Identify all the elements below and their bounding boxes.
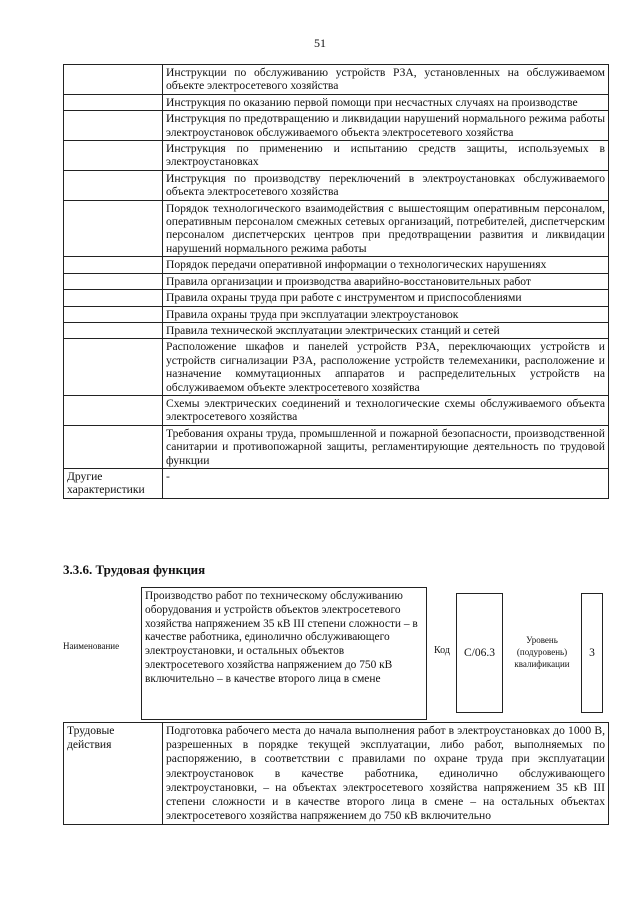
requirement-item: Инструкция по оказанию первой помощи при несчастных случаях на производстве (163, 94, 609, 110)
requirement-item: Расположение шкафов и панелей устройств РЗА, переключающих устройств и устройств сигнализации РЗА, расположение устройств телемеханики, расположение и назначение коммутационных аппаратов и распределительных устройств на обслуживаемом объекте электросетевого хозяйства (163, 339, 609, 396)
function-code-label: Код (434, 645, 450, 656)
table-cell-empty (64, 257, 163, 273)
table-cell-empty (64, 170, 163, 200)
requirement-item: Правила организации и производства аварийно-восстановительных работ (163, 273, 609, 289)
function-name-label: Наименование (63, 641, 120, 651)
table-cell-empty (64, 141, 163, 171)
page-number: 51 (314, 36, 326, 50)
labor-actions-table (63, 722, 609, 825)
table-row (64, 322, 609, 338)
table-row (64, 170, 609, 200)
requirements-table (63, 64, 609, 499)
qualification-level-value: 3 (581, 593, 603, 713)
requirement-item: Инструкция по производству переключений в электроустановках обслуживаемого объекта электросетевого хозяйства (163, 170, 609, 200)
table-cell-empty (64, 395, 163, 425)
table-row (64, 273, 609, 289)
function-name-value: Производство работ по техническому обслуживанию оборудования и устройств объектов электросетевого хозяйства напряжением 35 кВ III степени сложности – в качестве работника, единолично обслуживающего электроустановки, и остальных объектов электросетевого хозяйства напряжением до 750 кВ включительно – в качестве второго лица в смене (141, 587, 427, 720)
requirement-item: Инструкция по предотвращению и ликвидации нарушений нормального режима работы электроустановок обслуживаемого объекта электросетевого хозяйства (163, 111, 609, 141)
function-code-value: C/06.3 (456, 593, 503, 713)
labor-actions-text: Подготовка рабочего места до начала выполнения работ в электроустановках до 1000 В, разрешенных в порядке текущей эксплуатации, либо работ, выполняемых по распоряжению, в соответствии с правилами по охране труда при эксплуатации электроустановок в качестве работника, единолично обслуживающего электроустановки, – на объектах электросетевого хозяйства напряжением 35 кВ III степени сложности и в качестве второго лица в смене – на остальных объектах электросетевого хозяйства напряжением до 750 кВ включительно (163, 723, 609, 825)
table-row (64, 94, 609, 110)
requirement-item: Требования охраны труда, промышленной и пожарной безопасности, производственной санитарии и противопожарной защиты, регламентирующие деятельность по трудовой функции (163, 425, 609, 468)
requirement-item: Инструкция по применению и испытанию средств защиты, используемых в электроустановках (163, 141, 609, 171)
table-row (64, 200, 609, 257)
requirement-item: Порядок передачи оперативной информации о технологических нарушениях (163, 257, 609, 273)
requirement-item: Правила технической эксплуатации электрических станций и сетей (163, 322, 609, 338)
table-cell-empty (64, 306, 163, 322)
table-row (64, 425, 609, 468)
table-row (64, 141, 609, 171)
labor-actions-label: Трудовые действия (64, 723, 163, 825)
table-cell-empty (64, 273, 163, 289)
other-characteristics-label: Другие характеристики (64, 468, 163, 498)
table-row (64, 306, 609, 322)
table-cell-empty (64, 425, 163, 468)
requirement-item: Правила охраны труда при эксплуатации электроустановок (163, 306, 609, 322)
table-cell-empty (64, 322, 163, 338)
requirement-item: Порядок технологического взаимодействия с вышестоящим оперативным персоналом, оперативным персоналом смежных сетевых организаций, потребителей, диспетчерским персоналом диспетчерских центров при предотвращении развития и ликвидации нарушений нормального режима работы (163, 200, 609, 257)
table-row (64, 723, 609, 825)
table-row (64, 290, 609, 306)
table-row (64, 65, 609, 95)
requirement-item: Инструкции по обслуживанию устройств РЗА, установленных на обслуживаемом объекте электросетевого хозяйства (163, 65, 609, 95)
table-cell-empty (64, 290, 163, 306)
section-title: 3.3.6. Трудовая функция (63, 562, 206, 577)
qualification-level-label: Уровень (подуровень) квалификации (514, 635, 570, 669)
table-row (64, 257, 609, 273)
table-cell-empty (64, 94, 163, 110)
other-characteristics-value: - (163, 468, 609, 498)
table-row (64, 339, 609, 396)
table-row (64, 111, 609, 141)
requirement-item: Схемы электрических соединений и технологические схемы обслуживаемого объекта электросетевого хозяйства (163, 395, 609, 425)
table-row (64, 468, 609, 498)
table-cell-empty (64, 200, 163, 257)
requirement-item: Правила охраны труда при работе с инструментом и приспособлениями (163, 290, 609, 306)
table-cell-empty (64, 339, 163, 396)
table-cell-empty (64, 111, 163, 141)
table-row (64, 395, 609, 425)
table-cell-empty (64, 65, 163, 95)
